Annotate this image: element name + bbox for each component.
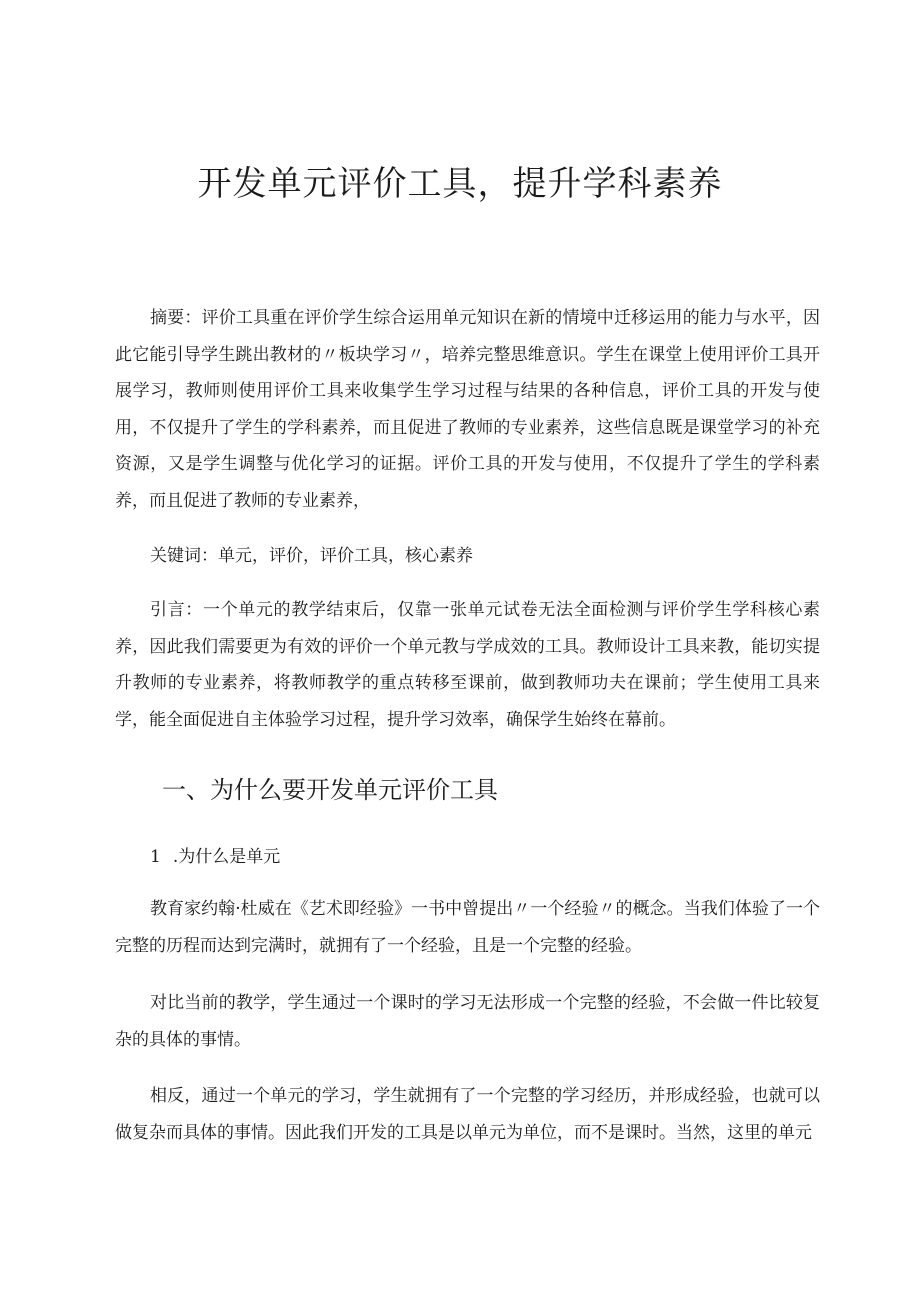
keywords-paragraph: 关键词：单元，评价，评价工具，核心素养 — [150, 546, 473, 566]
body-paragraph-3: 相反，通过一个单元的学习，学生就拥有了一个完整的学习经历，并形成经验，也就可以做复杂而具体的事情。因此我们开发的工具是以单元为单位，而不是课时。当然，这里的单元 — [115, 1086, 820, 1143]
section-heading: 一、为什么要开发单元评价工具 — [162, 776, 498, 804]
subsection-number: 1 — [150, 847, 161, 867]
document-title: 开发单元评价工具，提升学科素养 — [197, 164, 723, 204]
abstract-paragraph: 摘要：评价工具重在评价学生综合运用单元知识在新的情境中迁移运用的能力与水平，因此它能引导学生跳出教材的〃板块学习〃，培养完整思维意识。学生在课堂上使用评价工具开展学习，教师则使用评价工具来收集学生学习过程与结果的各种信息，评价工具的开发与使用，不仅提升了学生的学科素养，而且促进了教师的专业素养，这些信息既是课堂学习的补充资源，又是学生调整与优化学习的证据。评价工具的开发与使用，不仅提升了学生的学科素养，而且促进了教师的专业素养， — [115, 308, 820, 511]
subsection-heading — [150, 842, 280, 872]
body-paragraph-1: 教育家约翰·杜威在《艺术即经验》一书中曾提出〃一个经验〃的概念。当我们体验了一个完整的历程而达到完满时，就拥有了一个经验，且是一个完整的经验。 — [115, 899, 820, 956]
subsection-title: .为什么是单元 — [172, 847, 281, 867]
body-paragraph-2: 对比当前的教学，学生通过一个课时的学习无法形成一个完整的经验，不会做一件比较复杂的具体的事情。 — [115, 993, 820, 1050]
introduction-paragraph: 引言：一个单元的教学结束后，仅靠一张单元试卷无法全面检测与评价学生学科核心素养，因此我们需要更为有效的评价一个单元教与学成效的工具。教师设计工具来教，能切实提升教师的专业素养，将教师教学的重点转移至课前，做到教师功夫在课前；学生使用工具来学，能全面促进自主体验学习过程，提升学习效率，确保学生始终在幕前。 — [115, 600, 820, 730]
